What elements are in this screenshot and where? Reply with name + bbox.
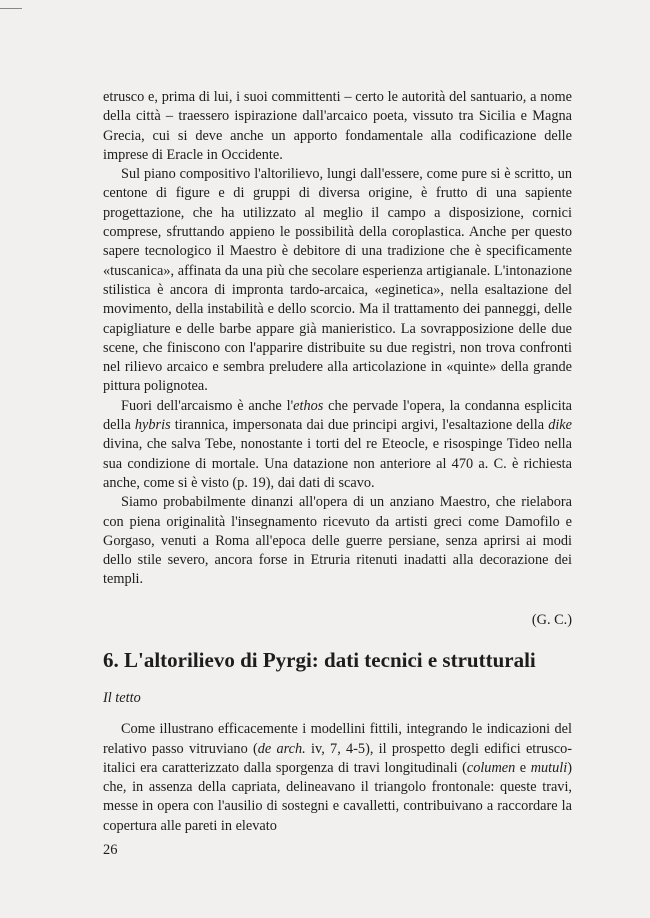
paragraph: [103, 493, 572, 589]
paragraph: [103, 165, 572, 397]
subsection-title: Il tetto: [103, 690, 141, 706]
text-run: Fuori dell'arcaismo è anche l': [121, 397, 294, 414]
italic-term: dike: [548, 417, 572, 434]
italic-term: mutuli: [530, 759, 568, 776]
text-run: Come illustrano efficacemente i modellini fittili, integrando le indicazioni del relativo passo vitruviano (: [103, 721, 572, 757]
paragraph-list: [103, 88, 572, 590]
page-number: 26: [103, 842, 118, 858]
paragraph: [103, 720, 572, 836]
italic-term: de arch.: [257, 740, 306, 757]
paragraph: [103, 397, 572, 493]
section-body: [103, 689, 572, 836]
italic-term: columen: [466, 759, 516, 776]
text-run: tirannica, impersonata dai due principi argivi, l'esaltazione della: [170, 417, 549, 434]
text-run: ) che, in assenza della capriata, delineavano il triangolo frontonale: queste travi, messe in opera con l'ausilio di sostegni e cavalletti, contribuivano a raccordare la copertura alle pareti in elevato: [103, 759, 572, 834]
section-paragraph-list: [103, 720, 572, 836]
text-run: iv, 7, 4-5), il prospetto degli edifici etrusco-italici era caratterizzato dalla sporgenza di travi longitudinali (: [103, 740, 573, 776]
italic-term: hybris: [134, 417, 171, 434]
text-run: Sul piano compositivo l'altorilievo, lungi dall'essere, come pure si è scritto, un centone di figure e di gruppi di diversa origine, è frutto di una sapiente progettazione, che ha utilizzato al meglio il campo a disposizione, cornici comprese, sfruttando appieno le possibilità della coroplastica. Anche per questo sapere tecnologico il Maestro è debitore di una tradizione che è specificamente «tuscanica», affinata da una più che secolare esperienza artigianale. L'intonazione stilistica è ancora di impronta tardo-arcaica, «eginetica», nella esaltazione del movimento, della instabilità e dello scorcio. Ma il trattamento dei panneggi, delle capigliature e delle barbe appare già manieristico. La sovrapposizione delle due scene, che finiscono con l'apparire distribuite su due registri, non trova confronti nel rilievo arcaico e sembra preludere alla articolazione in «quinte» della grande pittura polignotea.: [103, 166, 572, 395]
author-signature: (G. C.): [531, 611, 572, 628]
body-text: [103, 88, 572, 630]
text-run: divina, che salva Tebe, nonostante i torti del re Eteocle, e risospinge Tideo nella sua condizione di mortale. Una datazione non anteriore al 470 a. C. è richiesta anche, come si è visto (p. 19), dai dati di scavo.: [103, 436, 572, 491]
section-heading: 6. L'altorilievo di Pyrgi: dati tecnici e strutturali: [103, 648, 536, 672]
text-run: che pervade l'opera, la condanna esplicita della: [103, 397, 573, 434]
italic-term: ethos: [293, 397, 324, 414]
crop-mark: [0, 8, 22, 9]
text-run: Siamo probabilmente dinanzi all'opera di un anziano Maestro, che rielabora con piena originalità l'insegnamento ricevuto da artisti greci come Damofilo e Gorgaso, venuti a Roma all'epoca delle guerre persiane, senza aprirsi ai modi dello stile severo, ancora forse in Etruria ritenuti inadatti alla decorazione dei templi.: [103, 494, 572, 588]
paragraph: [103, 88, 572, 165]
text-run: etrusco e, prima di lui, i suoi committenti – certo le autorità del santuario, a nome della città – traessero ispirazione dall'arcaico poeta, vissuto tra Sicilia e Magna Grecia, cui si deve anche un apporto fondamentale alla codificazione delle imprese di Eracle in Occidente.: [103, 89, 572, 163]
text-run: e: [515, 759, 531, 776]
